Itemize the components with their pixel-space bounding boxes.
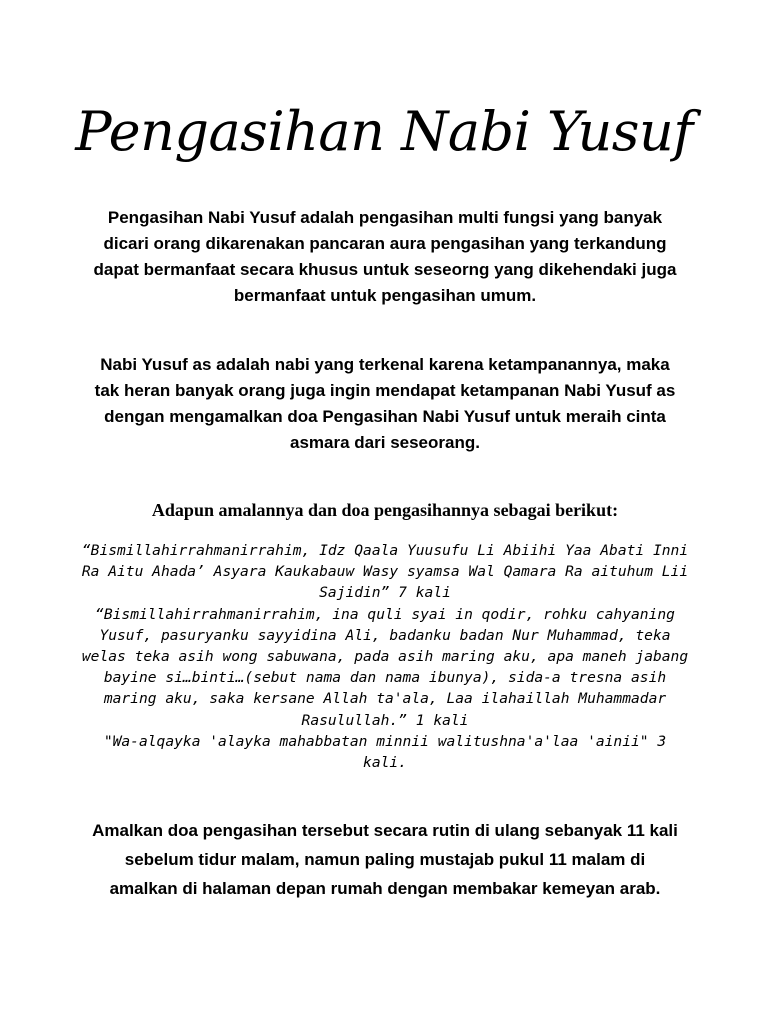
prayer-3: "Wa-alqayka 'alayka mahabbatan minnii walitushna'a'laa 'ainii" 3 kali. <box>103 732 667 772</box>
prayer-text-block <box>80 540 690 773</box>
prayer-1: “Bismillahirrahmanirrahim, Idz Qaala Yuusufu Li Abiihi Yaa Abati Inni Ra Aitu Ahada’ Asyara Kaukabauw Wasy syamsa Wal Qamara Ra aituhum Lii Sajidin” 7 kali <box>81 542 689 602</box>
paragraph-introduction: Pengasihan Nabi Yusuf adalah pengasihan multi fungsi yang banyak dicari orang dikarenakan pancaran aura pengasihan yang terkandung dapat bermanfaat secara khusus untuk seseorng yang dikehendaki juga bermanfaat untuk pengasihan umum. <box>93 208 677 305</box>
paragraph-description: Nabi Yusuf as adalah nabi yang terkenal karena ketampanannya, maka tak heran banyak orang juga ingin mendapat ketampanan Nabi Yusuf as dengan mengamalkan doa Pengasihan Nabi Yusuf untuk meraih cinta asmara dari seseorang. <box>94 355 676 452</box>
prayer-intro-heading: Adapun amalannya dan doa pengasihannya sebagai berikut: <box>151 500 619 520</box>
prayer-2: “Bismillahirrahmanirrahim, ina quli syai in qodir, rohku cahyaning Yusuf, pasuryanku sayyidina Ali, badanku badan Nur Muhammad, teka welas teka asih wong sabuwana, pada asih maring aku, apa maneh jabang bayine si…binti…(sebut nama dan nama ibunya), sida-a tresna asih maring aku, saka kersane Allah ta'ala, Laa ilahaillah Muhammadar Rasulullah.” 1 kali <box>81 605 689 729</box>
document-title: Pengasihan Nabi Yusuf <box>75 100 693 163</box>
paragraph-closing-instructions: Amalkan doa pengasihan tersebut secara rutin di ulang sebanyak 11 kali sebelum tidur malam, namun paling mustajab pukul 11 malam di amalkan di halaman depan rumah dengan membakar kemeyan arab. <box>92 821 678 898</box>
